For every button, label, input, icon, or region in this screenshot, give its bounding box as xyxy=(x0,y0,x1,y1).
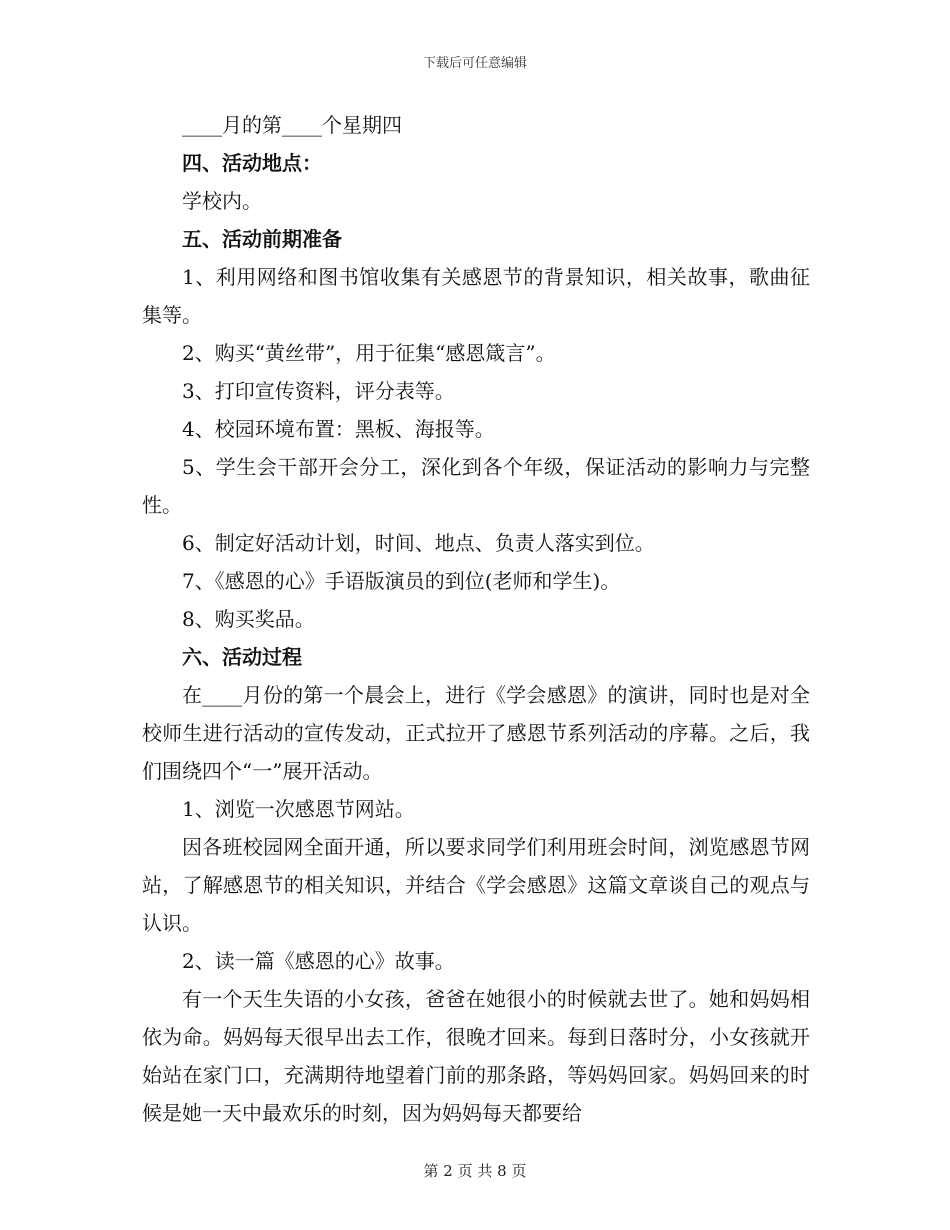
paragraph-prep-7: 7、《感恩的心》手语版演员的到位(老师和学生)。 xyxy=(182,569,621,593)
document-body xyxy=(142,106,810,1132)
page-header: 下载后可任意编辑 xyxy=(422,56,527,71)
heading-process: 六、活动过程 xyxy=(182,645,302,669)
paragraph-prep-3: 3、打印宣传资料，评分表等。 xyxy=(182,379,455,403)
paragraph-prep-1: 1、利用网络和图书馆收集有关感恩节的背景知识，相关故事，歌曲征集等。 xyxy=(142,265,810,327)
paragraph-process-1: 1、浏览一次感恩节网站。 xyxy=(182,797,415,821)
paragraph-process-1-detail: 因各班校园网全面开通，所以要求同学们利用班会时间，浏览感恩节网站，了解感恩节的相关知识，并结合《学会感恩》这篇文章谈自己的观点与认识。 xyxy=(142,835,810,935)
paragraph-prep-6: 6、制定好活动计划，时间、地点、负责人落实到位。 xyxy=(182,531,655,555)
paragraph-process-intro: 在____月份的第一个晨会上，进行《学会感恩》的演讲，同时也是对全校师生进行活动的宣传发动，正式拉开了感恩节系列活动的序幕。之后，我们围绕四个“一”展开活动。 xyxy=(142,683,810,783)
paragraph-prep-4: 4、校园环境布置：黑板、海报等。 xyxy=(182,417,495,441)
paragraph-prep-5: 5、学生会干部开会分工，深化到各个年级，保证活动的影响力与完整性。 xyxy=(142,455,810,517)
paragraph-story: 有一个天生失语的小女孩，爸爸在她很小的时候就去世了。她和妈妈相依为命。妈妈每天很早出去工作，很晚才回来。每到日落时分，小女孩就开始站在家门口，充满期待地望着门前的那条路，等妈妈回家。妈妈回来的时候是她一天中最欢乐的时刻，因为妈妈每天都要给 xyxy=(142,987,810,1125)
paragraph-location: 学校内。 xyxy=(182,189,262,213)
paragraph-process-2: 2、读一篇《感恩的心》故事。 xyxy=(182,949,455,973)
paragraph-prep-2: 2、购买“黄丝带”，用于征集“感恩箴言”。 xyxy=(182,341,556,365)
paragraph-prep-8: 8、购买奖品。 xyxy=(182,607,315,631)
page-footer: 第 2 页 共 8 页 xyxy=(423,1162,527,1180)
heading-preparation: 五、活动前期准备 xyxy=(182,227,342,251)
heading-location: 四、活动地点： xyxy=(182,151,322,175)
paragraph-date: ____月的第____个星期四 xyxy=(182,113,402,137)
